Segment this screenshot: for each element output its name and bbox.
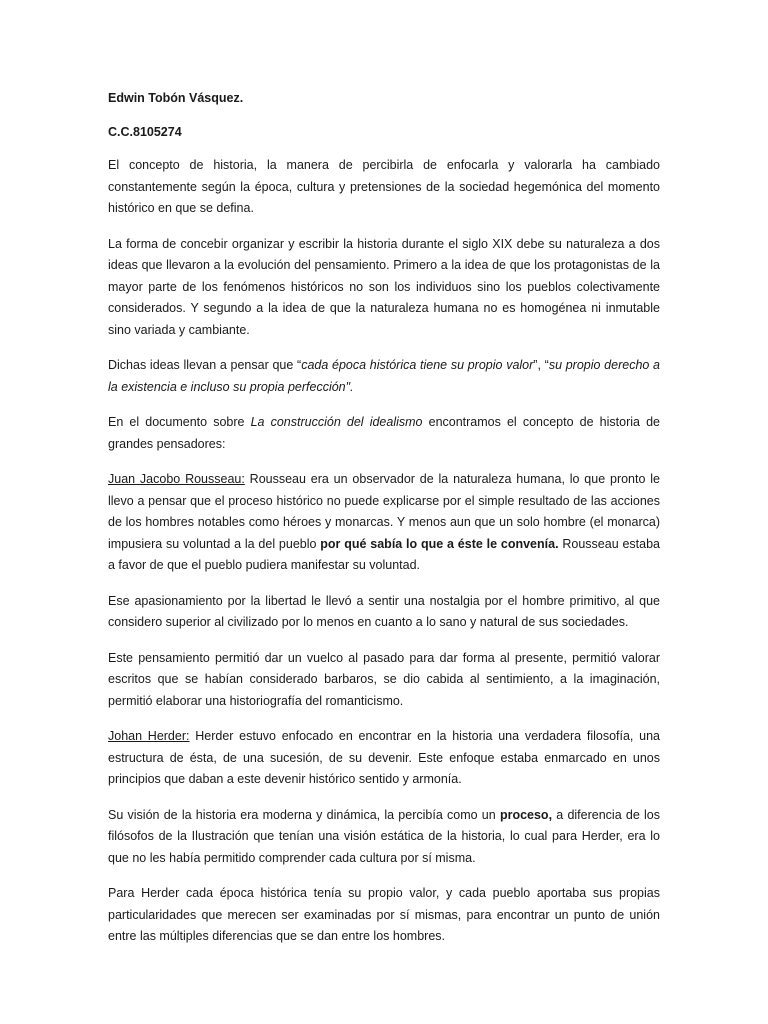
p3-quote-2: su propio derecho a la existencia e incluso su propia perfección". xyxy=(108,358,661,394)
p3-quote-1: cada época histórica tiene su propio valor xyxy=(301,358,534,372)
paragraph-3 xyxy=(108,355,660,398)
p9-text-2: a diferencia de los filósofos de la Ilustración que tenían una visión estática de la historia, lo cual para Herder, era lo que no les había permitido comprender cada cultura por sí misma. xyxy=(108,807,660,865)
paragraph-10: Para Herder cada época histórica tenía su propio valor, y cada pueblo aportaba sus propias particularidades que merecen ser examinadas por sí mismas, para encontrar un punto de unión entre las múltiples diferencias que se dan entre los hombres. xyxy=(108,886,660,943)
p4-tail: encontramos el concepto de historia de grandes pensadores: xyxy=(108,415,660,451)
paragraph-6: Ese apasionamiento por la libertad le llevó a sentir una nostalgia por el hombre primitivo, al que considero superior al civilizado por lo menos en cuanto a lo sano y natural de sus sociedades. xyxy=(108,593,660,629)
author-name: Edwin Tobón Vásquez. xyxy=(108,91,244,105)
paragraph-1: El concepto de historia, la manera de percibirla de enfocarla y valorarla ha cambiado constantemente según la época, cultura y pretensiones de la sociedad hegemónica del momento histórico en que se defina. xyxy=(108,158,660,215)
p5-emphasis: por qué sabía lo que a éste le convenía. xyxy=(320,536,559,551)
paragraph-4 xyxy=(108,412,660,455)
rousseau-heading: Juan Jacobo Rousseau: xyxy=(108,472,245,486)
paragraph-5 xyxy=(108,469,660,577)
author-id: C.C.8105274 xyxy=(108,124,182,139)
paragraph-9 xyxy=(108,805,660,870)
p5-text-2: Rousseau estaba a favor de que el pueblo pudiera manifestar su voluntad. xyxy=(108,536,661,572)
p3-lead: Dichas ideas llevan a pensar que “ xyxy=(108,358,302,372)
p8-text: Herder estuvo enfocado en encontrar en la historia una verdadera filosofía, una estructura de ésta, de una sucesión, de su devenir. Este enfoque estaba enmarcado en unos principios que daban a este devenir histórico sentido y armonía. xyxy=(108,729,660,786)
paragraph-8 xyxy=(108,726,660,791)
paragraph-2: La forma de concebir organizar y escribir la historia durante el siglo XIX debe su naturaleza a dos ideas que llevaron a la evolución del pensamiento. Primero a la idea de que los protagonistas de la mayor parte de los fenómenos históricos no son los individuos sino los pueblos colectivamente considerados. Y segundo a la idea de que la naturaleza humana no es homogénea ni inmutable sino variada y cambiante. xyxy=(108,236,660,337)
p5-text-1: Rousseau era un observador de la naturaleza humana, lo que pronto le llevo a pensar que el proceso histórico no puede explicarse por el simple resultado de las acciones de los hombres notables como héroes y monarcas. Y menos aun que un solo hombre (el monarca) impusiera su voluntad a la del pueblo xyxy=(108,472,660,551)
paragraph-7: Este pensamiento permitió dar un vuelco al pasado para dar forma al presente, permitió valorar escritos que se habían considerado barbaros, se dio cabida al sentimiento, a la imaginación, permitió elaborar una historiografía del romanticismo. xyxy=(108,650,660,708)
p9-text-1: Su visión de la historia era moderna y dinámica, la percibía como un xyxy=(108,807,500,822)
p9-emphasis: proceso, xyxy=(499,807,553,822)
herder-heading: Johan Herder: xyxy=(108,729,190,743)
p4-lead: En el documento sobre xyxy=(108,415,251,429)
p3-mid: ”, “ xyxy=(533,358,549,372)
book-title: La construcción del idealismo xyxy=(250,415,423,429)
